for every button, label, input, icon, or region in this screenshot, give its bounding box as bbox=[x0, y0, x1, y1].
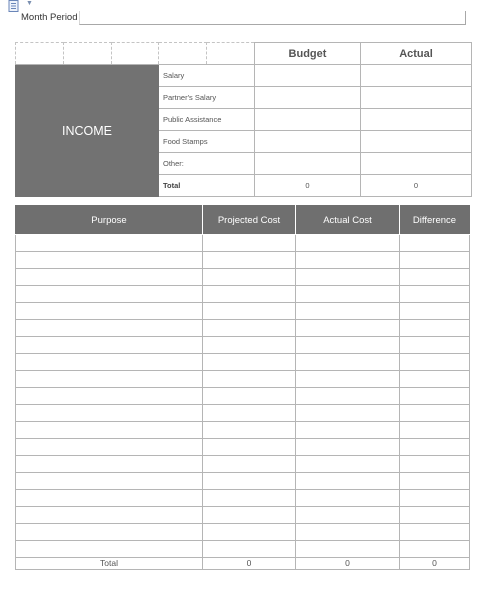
income-actual-cell[interactable] bbox=[361, 131, 472, 153]
blank-header-cell bbox=[64, 43, 112, 65]
expense-row bbox=[16, 371, 470, 388]
expense-difference-cell[interactable] bbox=[400, 286, 470, 303]
expense-difference-cell[interactable] bbox=[400, 524, 470, 541]
expense-total-difference: 0 bbox=[400, 558, 470, 570]
expense-difference-cell[interactable] bbox=[400, 337, 470, 354]
expense-projected-cell[interactable] bbox=[203, 371, 296, 388]
expense-projected-cell[interactable] bbox=[203, 456, 296, 473]
expense-difference-cell[interactable] bbox=[400, 354, 470, 371]
expense-projected-cell[interactable] bbox=[203, 405, 296, 422]
expense-body bbox=[16, 235, 470, 570]
income-table bbox=[15, 42, 472, 197]
expense-purpose-cell[interactable] bbox=[16, 456, 203, 473]
income-budget-cell[interactable] bbox=[255, 109, 361, 131]
expense-purpose-cell[interactable] bbox=[16, 541, 203, 558]
expense-purpose-cell[interactable] bbox=[16, 422, 203, 439]
expense-actual-cell[interactable] bbox=[296, 422, 400, 439]
expense-row bbox=[16, 456, 470, 473]
expense-purpose-cell[interactable] bbox=[16, 507, 203, 524]
income-budget-cell[interactable] bbox=[255, 153, 361, 175]
income-budget-cell[interactable] bbox=[255, 65, 361, 87]
month-period-field[interactable] bbox=[79, 11, 466, 25]
expense-difference-cell[interactable] bbox=[400, 269, 470, 286]
income-row-label: Other: bbox=[159, 153, 255, 175]
expense-difference-cell[interactable] bbox=[400, 473, 470, 490]
expense-difference-cell[interactable] bbox=[400, 422, 470, 439]
expense-row bbox=[16, 269, 470, 286]
expense-actual-cell[interactable] bbox=[296, 473, 400, 490]
expense-purpose-cell[interactable] bbox=[16, 354, 203, 371]
expense-row bbox=[16, 286, 470, 303]
expense-actual-cell[interactable] bbox=[296, 337, 400, 354]
expense-row bbox=[16, 541, 470, 558]
expense-actual-cell[interactable] bbox=[296, 286, 400, 303]
expense-row bbox=[16, 252, 470, 269]
expense-header-row bbox=[16, 206, 470, 235]
expense-projected-cell[interactable] bbox=[203, 507, 296, 524]
expense-purpose-cell[interactable] bbox=[16, 524, 203, 541]
income-total-budget: 0 bbox=[255, 175, 361, 197]
expense-projected-cell[interactable] bbox=[203, 303, 296, 320]
expense-purpose-cell[interactable] bbox=[16, 490, 203, 507]
income-actual-cell[interactable] bbox=[361, 87, 472, 109]
expense-purpose-cell[interactable] bbox=[16, 405, 203, 422]
expense-difference-cell[interactable] bbox=[400, 541, 470, 558]
income-row-label: Food Stamps bbox=[159, 131, 255, 153]
expense-difference-cell[interactable] bbox=[400, 252, 470, 269]
expense-projected-cell[interactable] bbox=[203, 320, 296, 337]
expense-projected-cell[interactable] bbox=[203, 524, 296, 541]
expense-difference-cell[interactable] bbox=[400, 388, 470, 405]
income-budget-cell[interactable] bbox=[255, 87, 361, 109]
expense-projected-cell[interactable] bbox=[203, 439, 296, 456]
expense-difference-cell[interactable] bbox=[400, 235, 470, 252]
expense-purpose-cell[interactable] bbox=[16, 252, 203, 269]
dropdown-caret-icon[interactable]: ▼ bbox=[26, 0, 33, 7]
expense-difference-cell[interactable] bbox=[400, 456, 470, 473]
expense-row bbox=[16, 490, 470, 507]
expense-projected-cell[interactable] bbox=[203, 252, 296, 269]
expense-actual-cell[interactable] bbox=[296, 439, 400, 456]
expense-purpose-cell[interactable] bbox=[16, 303, 203, 320]
expense-row bbox=[16, 507, 470, 524]
expense-purpose-cell[interactable] bbox=[16, 286, 203, 303]
expense-row bbox=[16, 337, 470, 354]
expense-actual-cell[interactable] bbox=[296, 235, 400, 252]
expense-actual-cell[interactable] bbox=[296, 541, 400, 558]
expense-actual-cell[interactable] bbox=[296, 524, 400, 541]
expense-row bbox=[16, 524, 470, 541]
expense-row bbox=[16, 405, 470, 422]
document-icon[interactable] bbox=[8, 0, 22, 12]
difference-column-header: Difference bbox=[400, 206, 470, 235]
expense-projected-cell[interactable] bbox=[203, 337, 296, 354]
expense-projected-cell[interactable] bbox=[203, 473, 296, 490]
budget-column-header: Budget bbox=[255, 43, 361, 65]
expense-projected-cell[interactable] bbox=[203, 269, 296, 286]
income-row-label: Salary bbox=[159, 65, 255, 87]
expense-row bbox=[16, 422, 470, 439]
purpose-column-header: Purpose bbox=[16, 206, 203, 235]
expense-projected-cell[interactable] bbox=[203, 354, 296, 371]
expense-row bbox=[16, 439, 470, 456]
expense-row bbox=[16, 354, 470, 371]
expense-projected-cell[interactable] bbox=[203, 422, 296, 439]
expense-actual-cell[interactable] bbox=[296, 303, 400, 320]
actual-column-header: Actual bbox=[361, 43, 472, 65]
expense-projected-cell[interactable] bbox=[203, 541, 296, 558]
income-header-row bbox=[16, 43, 472, 65]
income-actual-cell[interactable] bbox=[361, 109, 472, 131]
expense-difference-cell[interactable] bbox=[400, 405, 470, 422]
income-section-label: INCOME bbox=[16, 65, 159, 197]
expense-row bbox=[16, 320, 470, 337]
expense-difference-cell[interactable] bbox=[400, 320, 470, 337]
income-row-label: Public Assistance bbox=[159, 109, 255, 131]
expense-difference-cell[interactable] bbox=[400, 507, 470, 524]
expense-difference-cell[interactable] bbox=[400, 303, 470, 320]
expense-projected-cell[interactable] bbox=[203, 235, 296, 252]
expense-table bbox=[15, 205, 470, 570]
income-actual-cell[interactable] bbox=[361, 65, 472, 87]
income-actual-cell[interactable] bbox=[361, 153, 472, 175]
expense-total-row bbox=[16, 558, 470, 570]
expense-actual-cell[interactable] bbox=[296, 490, 400, 507]
income-total-label: Total bbox=[159, 175, 255, 197]
blank-header-cell bbox=[207, 43, 255, 65]
expense-purpose-cell[interactable] bbox=[16, 473, 203, 490]
blank-header-cell bbox=[112, 43, 159, 65]
expense-total-actual: 0 bbox=[296, 558, 400, 570]
expense-difference-cell[interactable] bbox=[400, 490, 470, 507]
expense-difference-cell[interactable] bbox=[400, 371, 470, 388]
blank-header-cell bbox=[16, 43, 64, 65]
expense-row bbox=[16, 303, 470, 320]
blank-header-cell bbox=[159, 43, 207, 65]
actual-cost-column-header: Actual Cost bbox=[296, 206, 400, 235]
expense-actual-cell[interactable] bbox=[296, 388, 400, 405]
income-row-label: Partner's Salary bbox=[159, 87, 255, 109]
expense-projected-cell[interactable] bbox=[203, 286, 296, 303]
expense-actual-cell[interactable] bbox=[296, 269, 400, 286]
expense-purpose-cell[interactable] bbox=[16, 320, 203, 337]
expense-difference-cell[interactable] bbox=[400, 439, 470, 456]
expense-actual-cell[interactable] bbox=[296, 456, 400, 473]
expense-projected-cell[interactable] bbox=[203, 490, 296, 507]
expense-purpose-cell[interactable] bbox=[16, 235, 203, 252]
expense-purpose-cell[interactable] bbox=[16, 269, 203, 286]
expense-row bbox=[16, 473, 470, 490]
expense-total-label: Total bbox=[16, 558, 203, 570]
income-total-actual: 0 bbox=[361, 175, 472, 197]
expense-purpose-cell[interactable] bbox=[16, 388, 203, 405]
income-budget-cell[interactable] bbox=[255, 131, 361, 153]
expense-purpose-cell[interactable] bbox=[16, 337, 203, 354]
month-period-label: Month Period bbox=[21, 12, 78, 23]
expense-actual-cell[interactable] bbox=[296, 507, 400, 524]
expense-actual-cell[interactable] bbox=[296, 371, 400, 388]
expense-actual-cell[interactable] bbox=[296, 354, 400, 371]
expense-row bbox=[16, 235, 470, 252]
expense-projected-cell[interactable] bbox=[203, 388, 296, 405]
income-row bbox=[16, 65, 472, 87]
expense-total-projected: 0 bbox=[203, 558, 296, 570]
expense-row bbox=[16, 388, 470, 405]
expense-actual-cell[interactable] bbox=[296, 252, 400, 269]
projected-cost-column-header: Projected Cost bbox=[203, 206, 296, 235]
expense-actual-cell[interactable] bbox=[296, 405, 400, 422]
expense-purpose-cell[interactable] bbox=[16, 439, 203, 456]
expense-actual-cell[interactable] bbox=[296, 320, 400, 337]
expense-purpose-cell[interactable] bbox=[16, 371, 203, 388]
